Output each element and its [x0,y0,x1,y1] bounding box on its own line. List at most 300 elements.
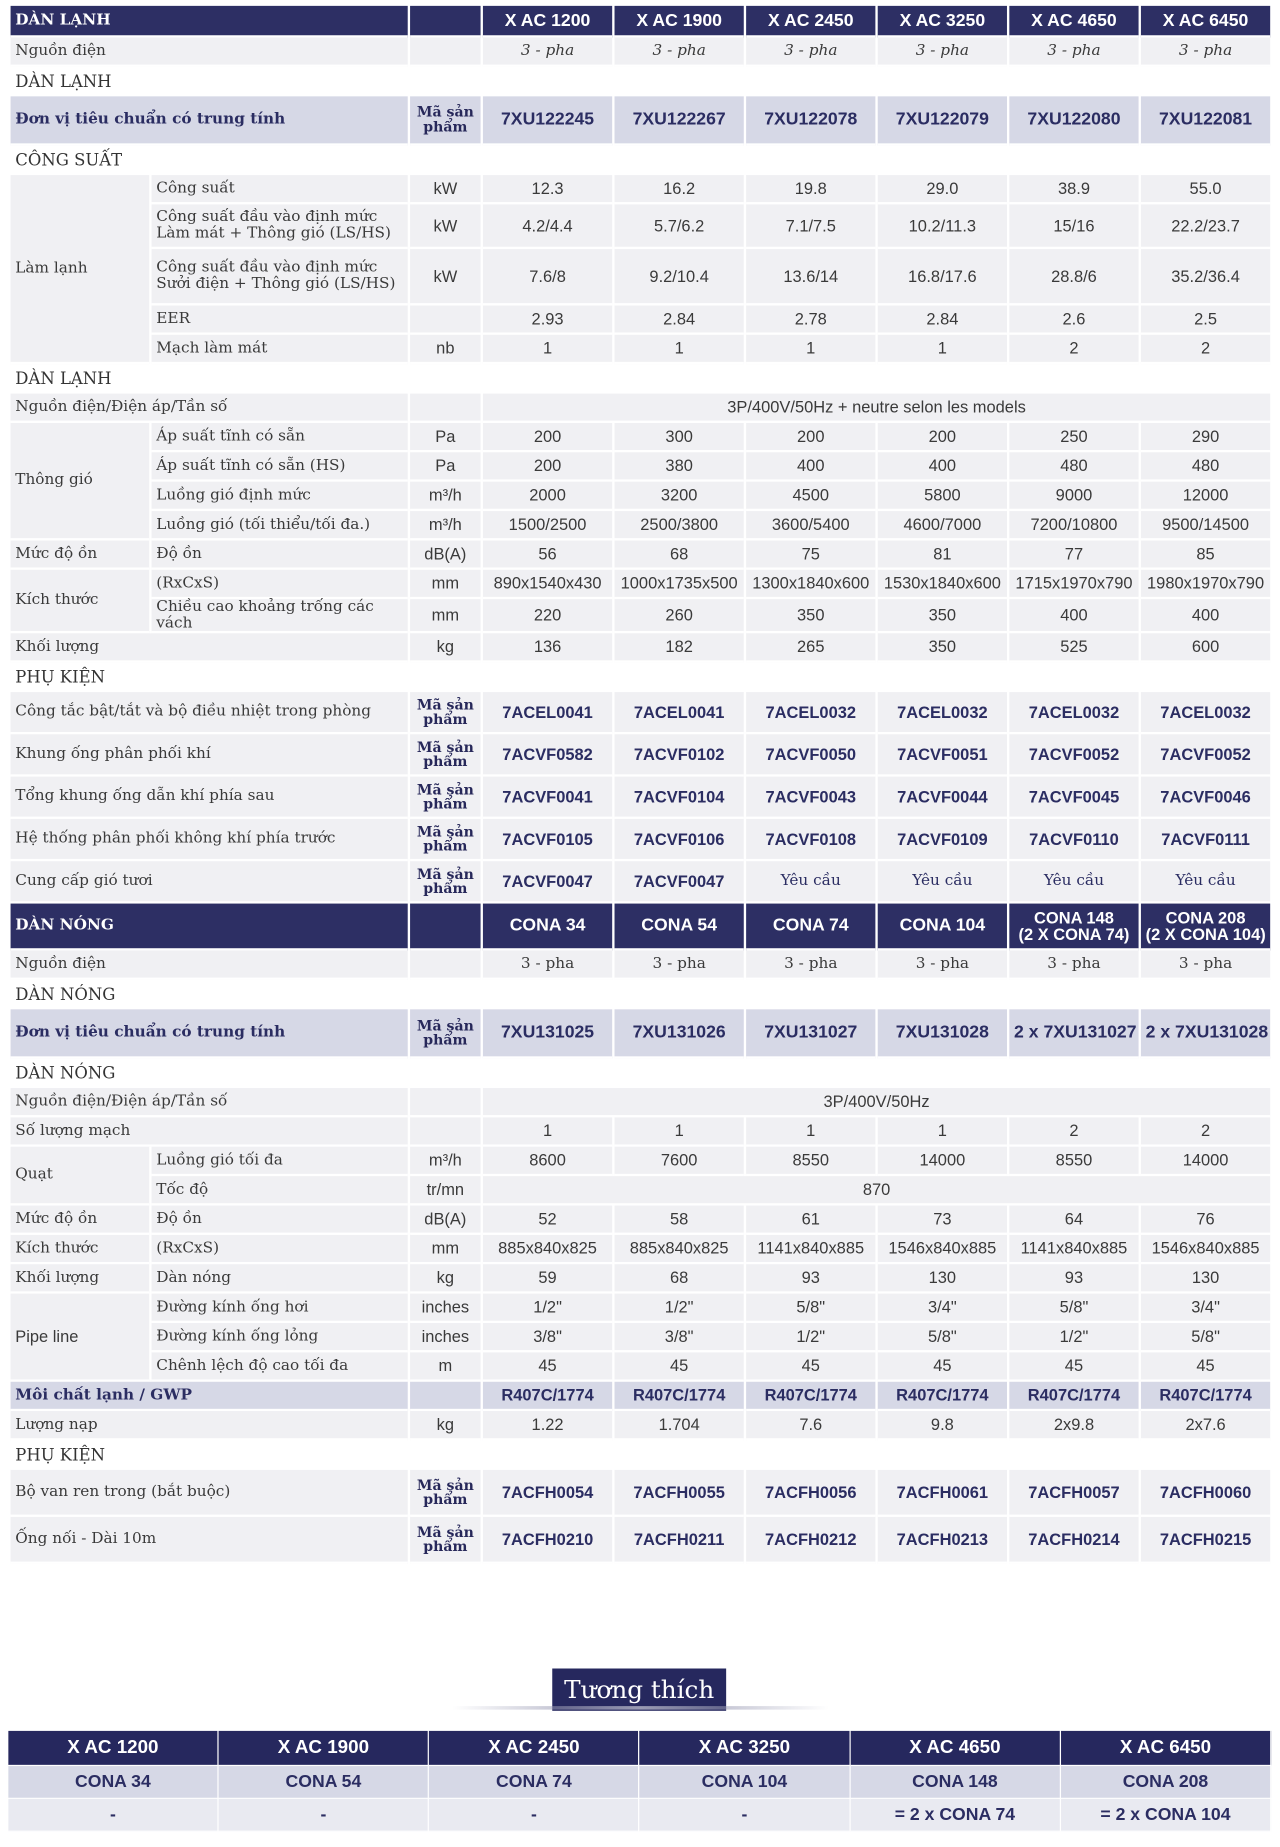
circuits-row [11,1118,1271,1147]
compat-indoor-model: X AC 1900 [218,1730,429,1765]
cell-value: 5/8" [878,1323,1007,1352]
unit: Pa [410,423,481,452]
cell-value: 13.6/14 [746,249,875,305]
cell-value: 2.84 [615,306,744,335]
cell-value: 2.84 [878,306,1007,335]
unit: m [410,1353,481,1382]
cell-value: 7600 [615,1147,744,1176]
model-name: CONA 34 [483,904,612,951]
row-label: Nguồn điện [11,951,408,980]
cell-value: 5/8" [1009,1294,1138,1323]
cell-value: 59 [483,1265,612,1294]
product-code: 7ACVF0102 [615,735,744,777]
product-code: 7ACFH0056 [746,1470,875,1517]
cell-value: 400 [1009,599,1138,633]
cell-value: 5/8" [746,1294,875,1323]
fan-row [11,1177,1271,1206]
ventilation-row [11,482,1271,511]
indoor-header-row [11,6,1271,38]
product-code: 7ACEL0032 [1141,692,1270,734]
product-code-label: Mã sản phẩm [410,1517,481,1564]
product-code-label: Mã sản phẩm [410,862,481,904]
cell-value: 3 - pha [746,38,875,67]
row-label: Nguồn điện/Điện áp/Tần số [11,394,408,423]
product-code: 7ACVF0110 [1009,819,1138,861]
cell-value: 1980x1970x790 [1141,570,1270,599]
compat-note: - [8,1798,219,1831]
cell-value: 85 [1141,541,1270,570]
product-code-label: Mã sản phẩm [410,819,481,861]
cell-value: 2 [1141,335,1270,364]
product-code: 7ACVF0044 [878,777,1007,819]
row-label: Chiều cao khoảng trống các vách [152,599,408,633]
compat-note: = 2 x CONA 104 [1060,1798,1271,1831]
group-label: Khối lượng [11,634,408,663]
cell-value: 1530x1840x600 [878,570,1007,599]
model-sub: (2 X CONA 74) [1018,925,1130,944]
outdoor-header-row [11,904,1271,951]
compat-note: = 2 x CONA 74 [850,1798,1061,1831]
product-code: 7ACFH0211 [615,1517,744,1564]
cell-value: 45 [746,1353,875,1382]
cell-value: 14000 [878,1147,1007,1176]
outdoor-noise-row [11,1206,1271,1235]
product-code: 7ACVF0582 [483,735,612,777]
cell-value: 2.5 [1141,306,1270,335]
cell-value: 200 [746,423,875,452]
product-code: 7ACFH0212 [746,1517,875,1564]
unit: Pa [410,452,481,481]
cell-value: 1.22 [483,1412,612,1441]
row-label: Áp suất tĩnh có sẵn (HS) [152,452,408,481]
unit: m³/h [410,1147,481,1176]
product-code: 7ACVF0105 [483,819,612,861]
compat-indoor-model: X AC 1200 [8,1730,219,1765]
cell-value: 130 [878,1265,1007,1294]
product-code: Yêu cầu [878,862,1007,904]
pipe-row [11,1323,1271,1352]
row-label: Công suất [152,175,408,204]
section-heading: DÀN NÓNG [11,1059,1271,1088]
cell-value: 350 [878,634,1007,663]
cell-value: R407C/1774 [1009,1382,1138,1411]
cell-value: 3 - pha [878,38,1007,67]
cell-value: 28.8/6 [1009,249,1138,305]
compat-indoor-model: X AC 2450 [429,1730,640,1765]
product-code: 7ACVF0108 [746,819,875,861]
outdoor-weight-row [11,1265,1271,1294]
product-code: 7XU131025 [483,1010,612,1059]
cell-value: 265 [746,634,875,663]
indoor-voltage-row [11,394,1271,423]
unit: tr/mn [410,1177,481,1206]
indoor-header-label: DÀN LẠNH [11,6,408,38]
row-label: Công tắc bật/tắt và bộ điều nhiệt trong phòng [11,692,408,734]
row-label: Tổng khung ống dẫn khí phía sau [11,777,408,819]
compat-note: - [429,1798,640,1831]
row-label: Khung ống phân phối khí [11,735,408,777]
unit: dB(A) [410,1206,481,1235]
group-label: Làm lạnh [11,175,150,364]
model-name: X AC 6450 [1141,6,1270,38]
accessory-row [11,1517,1271,1564]
cell-value: 130 [1141,1265,1270,1294]
indoor-noise-row [11,541,1271,570]
row-label: Hệ thống phân phối không khí phía trước [11,819,408,861]
cell-value: 93 [746,1265,875,1294]
row-label: (RxCxS) [152,1235,408,1264]
cell-value: 22.2/23.7 [1141,204,1270,249]
model-name: X AC 1200 [483,6,612,38]
cell-value: 200 [878,423,1007,452]
cell-value: 3/8" [615,1323,744,1352]
cell-value: 10.2/11.3 [878,204,1007,249]
product-code-label: Mã sản phẩm [410,692,481,734]
cell-value: 2.6 [1009,306,1138,335]
unit: m³/h [410,511,481,540]
row-label: Nguồn điện/Điện áp/Tần số [11,1088,408,1117]
model-name: X AC 4650 [1009,6,1138,38]
ventilation-row [11,452,1271,481]
product-code: 7ACFH0061 [878,1470,1007,1517]
cell-value: 12000 [1141,482,1270,511]
cell-value: 77 [1009,541,1138,570]
unit: kW [410,249,481,305]
cell-value: 3200 [615,482,744,511]
cell-value: 4500 [746,482,875,511]
model-name: CONA 74 [746,904,875,951]
cell-value: 1546x840x885 [878,1235,1007,1264]
product-code: 7ACVF0047 [615,862,744,904]
unit: kW [410,204,481,249]
group-label: Quạt [11,1147,150,1206]
cell-value: 1/2" [746,1323,875,1352]
cell-value: 870 [483,1177,1270,1206]
unit: mm [410,599,481,633]
unit: kW [410,175,481,204]
row-label: Bộ van ren trong (bắt buộc) [11,1470,408,1517]
cell-value: 9500/14500 [1141,511,1270,540]
capacity-row [11,335,1271,364]
cell-value: 45 [1141,1353,1270,1382]
product-code: 7ACVF0111 [1141,819,1270,861]
row-label: Môi chất lạnh / GWP [11,1382,408,1411]
cell-value: 3P/400V/50Hz + neutre selon les models [483,394,1270,423]
cell-value: 3 - pha [483,951,612,980]
product-code: 7ACEL0041 [615,692,744,734]
product-code: 7ACFH0213 [878,1517,1007,1564]
cell-value: 3P/400V/50Hz [483,1088,1270,1117]
cell-value: 1715x1970x790 [1009,570,1138,599]
product-code: 7XU122081 [1141,96,1270,145]
compatibility-table [7,1730,1271,1832]
product-code-label: Mã sản phẩm [410,735,481,777]
section-heading: DÀN NÓNG [11,980,1271,1009]
cell-value: 1000x1735x500 [615,570,744,599]
product-code: 7ACVF0052 [1009,735,1138,777]
accessory-row [11,735,1271,777]
unit: kg [410,1265,481,1294]
cell-value: 5.7/6.2 [615,204,744,249]
cell-value: 5/8" [1141,1323,1270,1352]
cell-value: 400 [878,452,1007,481]
row-label: Độ ồn [152,541,408,570]
product-code: 2 x 7XU131027 [1009,1010,1138,1059]
cell-value: 1 [746,1118,875,1147]
cell-value: 220 [483,599,612,633]
unit: mm [410,1235,481,1264]
cell-value: R407C/1774 [1141,1382,1270,1411]
cell-value: 3 - pha [615,38,744,67]
row-label: Độ ồn [152,1206,408,1235]
product-code: 7ACVF0106 [615,819,744,861]
cell-value: 200 [483,423,612,452]
product-code: 7ACVF0052 [1141,735,1270,777]
cell-value: 64 [1009,1206,1138,1235]
cell-value: 3 - pha [483,38,612,67]
outdoor-header-label: DÀN NÓNG [11,904,408,951]
cell-value: 2 [1009,1118,1138,1147]
row-label: Đơn vị tiêu chuẩn có trung tính [11,96,408,145]
cell-value: 885x840x825 [483,1235,612,1264]
unit: kg [410,634,481,663]
product-code: 7ACVF0045 [1009,777,1138,819]
cell-value: 15/16 [1009,204,1138,249]
outdoor-standard-unit-row [11,1010,1271,1059]
unit: dB(A) [410,541,481,570]
cell-value: 93 [1009,1265,1138,1294]
cell-value: 350 [878,599,1007,633]
row-label: Cung cấp gió tươi [11,862,408,904]
cell-value: 16.8/17.6 [878,249,1007,305]
cell-value: 7.6/8 [483,249,612,305]
section-heading: PHỤ KIỆN [11,1441,1271,1470]
cell-value: 250 [1009,423,1138,452]
capacity-row [11,175,1271,204]
cell-value: 3 - pha [1009,38,1138,67]
cell-value: 2.93 [483,306,612,335]
product-code: 7XU122245 [483,96,612,145]
cell-value: 1500/2500 [483,511,612,540]
compat-outdoor-model: CONA 34 [8,1765,219,1798]
refrigerant-row [11,1382,1271,1411]
product-code-label: Mã sản phẩm [410,96,481,145]
outdoor-size-row [11,1235,1271,1264]
product-code: Yêu cầu [1141,862,1270,904]
row-label: Đơn vị tiêu chuẩn có trung tính [11,1010,408,1059]
row-label: Ống nối - Dài 10m [11,1517,408,1564]
cell-value: 19.8 [746,175,875,204]
row-label: Luồng gió (tối thiểu/tối đa.) [152,511,408,540]
cell-value: 290 [1141,423,1270,452]
product-code: 7ACVF0046 [1141,777,1270,819]
compat-indoor-model: X AC 6450 [1060,1730,1271,1765]
cell-value: R407C/1774 [483,1382,612,1411]
product-code: 7ACEL0032 [746,692,875,734]
unit: mm [410,570,481,599]
cell-value: 73 [878,1206,1007,1235]
cell-value: 29.0 [878,175,1007,204]
product-code-label: Mã sản phẩm [410,777,481,819]
cell-value: 3/4" [1141,1294,1270,1323]
cell-value: 2 [1141,1118,1270,1147]
cell-value: 56 [483,541,612,570]
indoor-weight-row [11,634,1271,663]
group-label: Mức độ ồn [11,541,150,570]
cell-value: 8600 [483,1147,612,1176]
cell-value: 1/2" [615,1294,744,1323]
indoor-size-row [11,570,1271,599]
compat-note-row [8,1798,1271,1831]
product-code: 7ACEL0041 [483,692,612,734]
row-label: Luồng gió định mức [152,482,408,511]
cell-value: 200 [483,452,612,481]
cell-value: 9.8 [878,1412,1007,1441]
cell-value: 480 [1141,452,1270,481]
cell-value: 300 [615,423,744,452]
unit [410,306,481,335]
cell-value: 2.78 [746,306,875,335]
product-code: 7ACVF0041 [483,777,612,819]
indoor-size-row [11,599,1271,633]
cell-value: 2x7.6 [1141,1412,1270,1441]
compat-outdoor-row [8,1765,1271,1798]
cell-value: 525 [1009,634,1138,663]
pipe-row [11,1353,1271,1382]
cell-value: 9.2/10.4 [615,249,744,305]
unit: inches [410,1294,481,1323]
accessory-row [11,692,1271,734]
cell-value: 4600/7000 [878,511,1007,540]
charge-row [11,1412,1271,1441]
accessory-row [11,1470,1271,1517]
capacity-row [11,204,1271,249]
product-code: 7ACFH0210 [483,1517,612,1564]
cell-value: 45 [615,1353,744,1382]
cell-value: 8550 [746,1147,875,1176]
model-name: X AC 2450 [746,6,875,38]
row-label: Số lượng mạch [11,1118,408,1147]
cell-value: 7.6 [746,1412,875,1441]
cell-value: 600 [1141,634,1270,663]
cell-value: R407C/1774 [615,1382,744,1411]
unit: nb [410,335,481,364]
cell-value: R407C/1774 [746,1382,875,1411]
title-underline [452,1706,828,1710]
product-code: 7ACFH0060 [1141,1470,1270,1517]
cell-value: 1300x1840x600 [746,570,875,599]
group-label: Kích thước [11,1235,150,1264]
model-name: CONA 148 (2 X CONA 74) [1009,904,1138,951]
product-code: 7ACEL0032 [1009,692,1138,734]
cell-value: 380 [615,452,744,481]
cell-value: 45 [878,1353,1007,1382]
cell-value: 75 [746,541,875,570]
compat-outdoor-model: CONA 148 [850,1765,1061,1798]
product-code: Yêu cầu [1009,862,1138,904]
cell-value: 182 [615,634,744,663]
model-name: X AC 3250 [878,6,1007,38]
capacity-row [11,249,1271,305]
model-name: CONA 208 (2 X CONA 104) [1141,904,1270,951]
model-name: CONA 54 [615,904,744,951]
model-name: CONA 104 [878,904,1007,951]
product-code: 7ACFH0215 [1141,1517,1270,1564]
cell-value: 5800 [878,482,1007,511]
product-code: 7ACVF0104 [615,777,744,819]
cell-value: 3600/5400 [746,511,875,540]
cell-value: 81 [878,541,1007,570]
cell-value: 890x1540x430 [483,570,612,599]
product-code: 7XU131027 [746,1010,875,1059]
row-label: Lượng nạp [11,1412,408,1441]
cell-value: 400 [1141,599,1270,633]
accessory-row [11,862,1271,904]
cell-value: 1 [746,335,875,364]
cell-value: 3/4" [878,1294,1007,1323]
cell-value: R407C/1774 [878,1382,1007,1411]
product-code-label: Mã sản phẩm [410,1010,481,1059]
cell-value: 1141x840x885 [746,1235,875,1264]
unit: inches [410,1323,481,1352]
fan-row [11,1147,1271,1176]
row-label: EER [152,306,408,335]
row-label: Chênh lệch độ cao tối đa [152,1353,408,1382]
cell-value: 2500/3800 [615,511,744,540]
cell-value: 3 - pha [878,951,1007,980]
product-code: 7ACVF0047 [483,862,612,904]
section-heading: CÔNG SUẤT [11,146,1271,175]
compat-indoor-model: X AC 4650 [850,1730,1061,1765]
cell-value: 55.0 [1141,175,1270,204]
cell-value: 16.2 [615,175,744,204]
group-label: Pipe line [11,1294,150,1382]
product-code: 2 x 7XU131028 [1141,1010,1270,1059]
product-code: 7XU122078 [746,96,875,145]
outdoor-voltage-row [11,1088,1271,1117]
cell-value: 14000 [1141,1147,1270,1176]
cell-value: 2 [1009,335,1138,364]
model-sub: (2 X CONA 104) [1145,925,1266,944]
cell-value: 45 [483,1353,612,1382]
compat-note: - [639,1798,850,1831]
outdoor-power-row [11,951,1271,980]
cell-value: 3 - pha [615,951,744,980]
row-label: Đường kính ống hơi [152,1294,408,1323]
compat-outdoor-model: CONA 54 [218,1765,429,1798]
cell-value: 3 - pha [1141,951,1270,980]
cell-value: 400 [746,452,875,481]
cell-value: 68 [615,541,744,570]
section-heading: DÀN LẠNH [11,67,1271,96]
section-heading: PHỤ KIỆN [11,663,1271,692]
cell-value: 35.2/36.4 [1141,249,1270,305]
cell-value: 3 - pha [746,951,875,980]
cell-value: 1 [483,1118,612,1147]
compat-outdoor-model: CONA 74 [429,1765,640,1798]
compat-indoor-model: X AC 3250 [639,1730,850,1765]
group-label: Mức độ ồn [11,1206,150,1235]
indoor-power-row [11,38,1271,67]
product-code: 7ACFH0214 [1009,1517,1138,1564]
cell-value: 2000 [483,482,612,511]
cell-value: 7.1/7.5 [746,204,875,249]
cell-value: 1/2" [483,1294,612,1323]
indoor-standard-unit-row [11,96,1271,145]
cell-value: 68 [615,1265,744,1294]
accessory-row [11,777,1271,819]
cell-value: 136 [483,634,612,663]
